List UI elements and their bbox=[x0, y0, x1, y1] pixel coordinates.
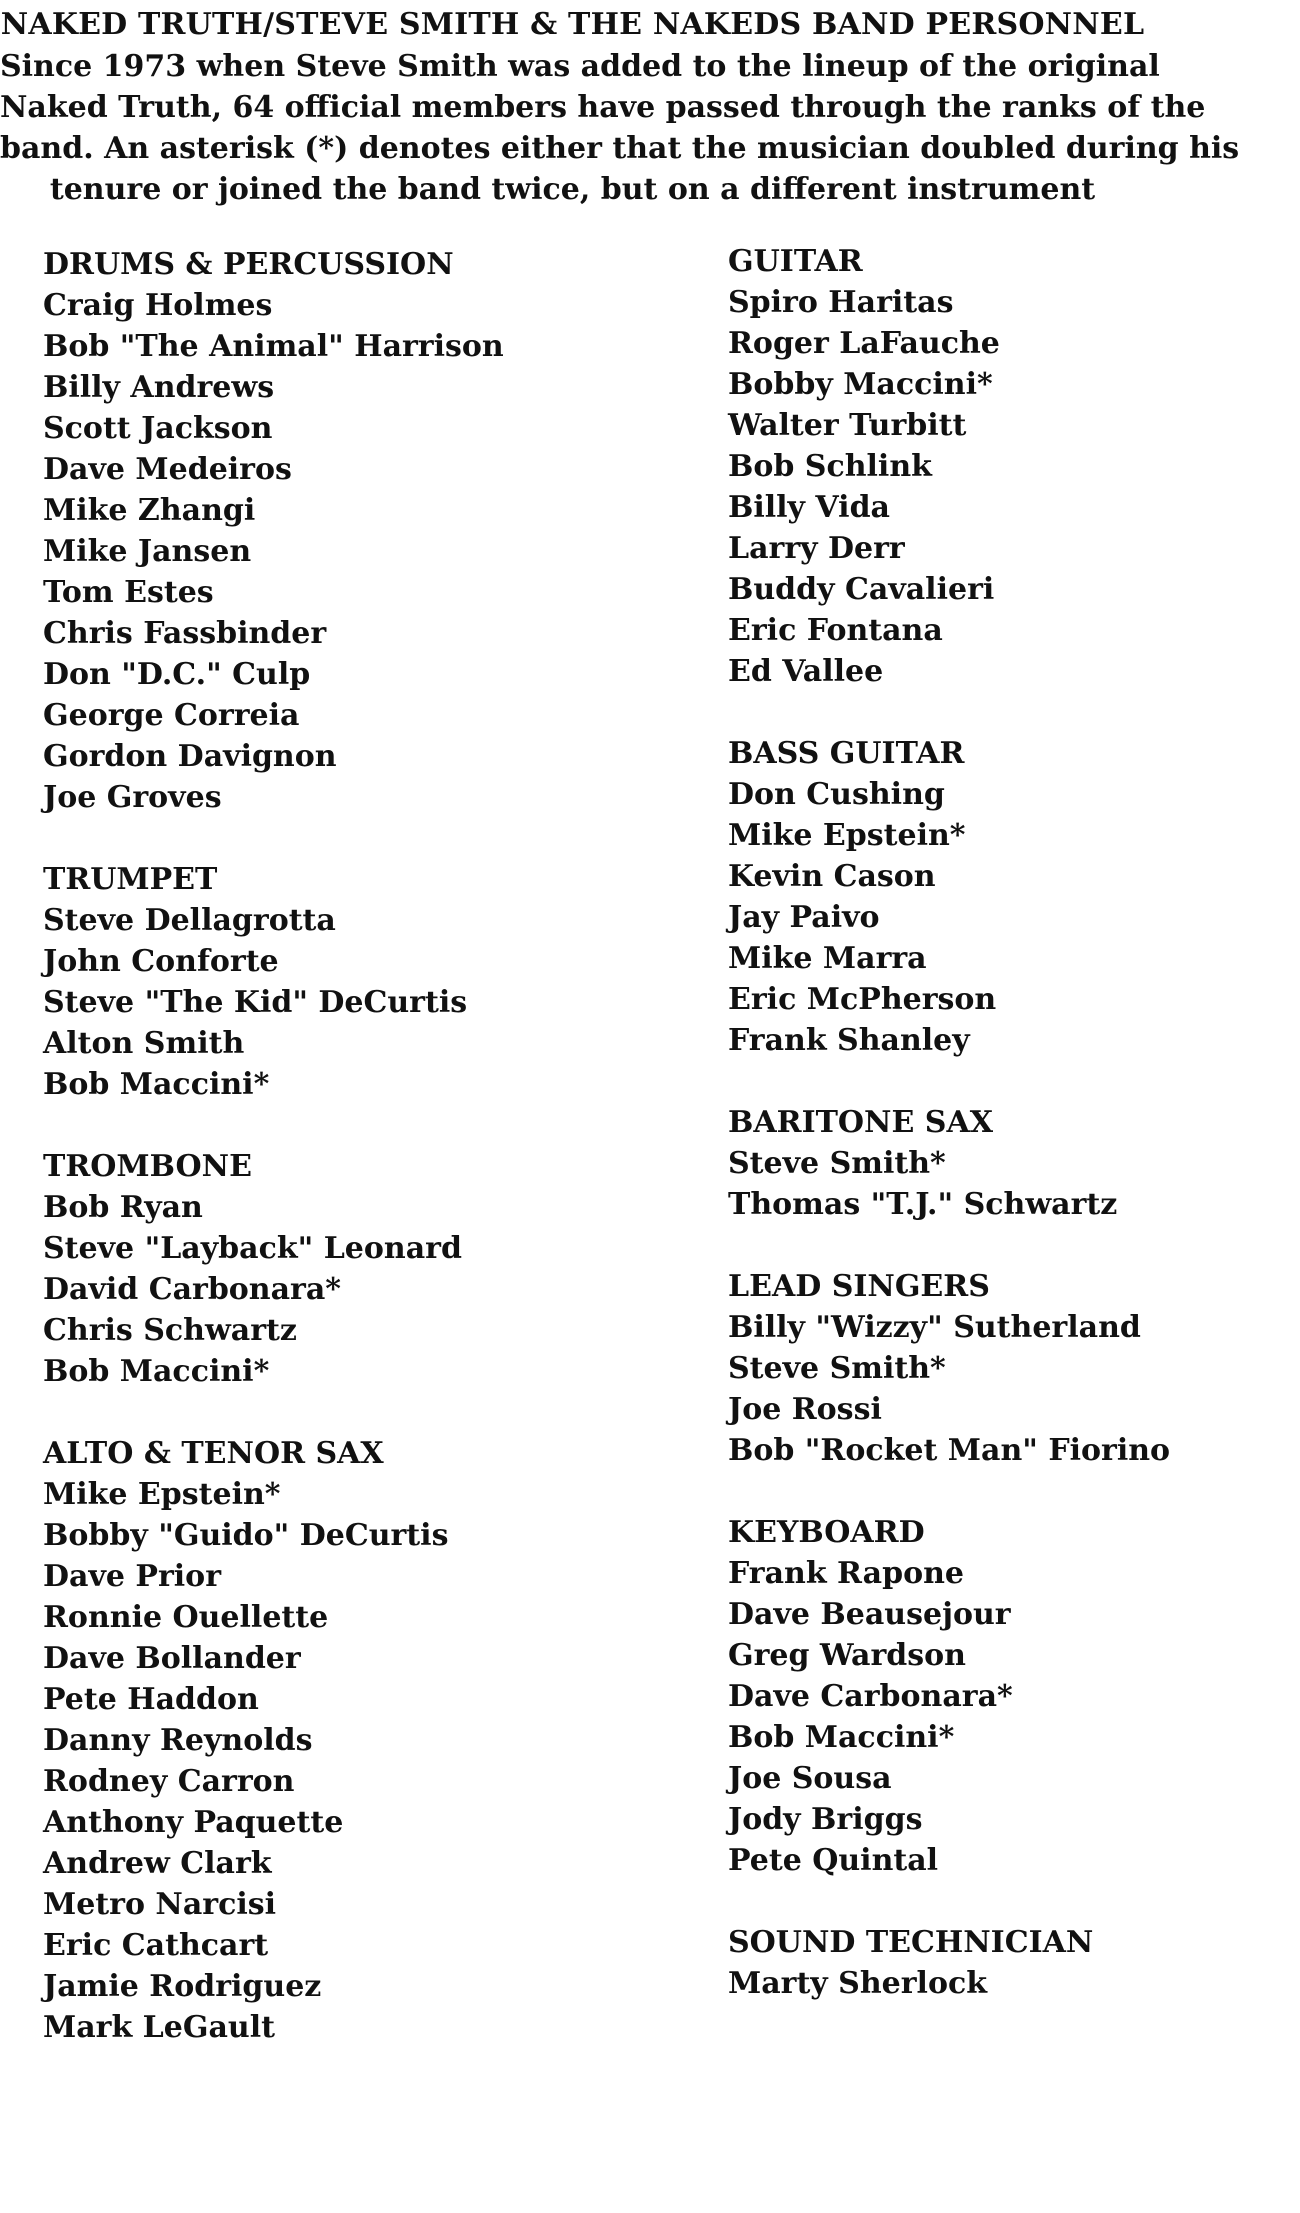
member-name: Billy Andrews bbox=[43, 370, 275, 405]
intro-line: tenure or joined the band twice, but on a different instrument bbox=[49, 172, 1096, 207]
section-alto-tenor-sax bbox=[43, 1433, 683, 2048]
page-title: NAKED TRUTH/STEVE SMITH & THE NAKEDS BAND PERSONNEL bbox=[0, 7, 1145, 42]
member-name: Roger LaFauche bbox=[728, 326, 1000, 361]
member-name: Chris Schwartz bbox=[43, 1313, 297, 1348]
section-title: LEAD SINGERS bbox=[728, 1269, 990, 1304]
member-name: Bob "The Animal" Harrison bbox=[43, 329, 504, 364]
member-name: Ronnie Ouellette bbox=[43, 1600, 329, 1635]
intro-line: Since 1973 when Steve Smith was added to the lineup of the original bbox=[0, 49, 1160, 84]
section-guitar bbox=[728, 241, 1288, 692]
member-name: Frank Shanley bbox=[728, 1023, 970, 1058]
member-name: Mike Jansen bbox=[43, 534, 252, 569]
member-name: Bob Schlink bbox=[728, 449, 932, 484]
section-bass-guitar bbox=[728, 733, 1288, 1061]
member-name: Rodney Carron bbox=[43, 1764, 295, 1799]
member-name: George Correia bbox=[43, 698, 300, 733]
member-name: Gordon Davignon bbox=[43, 739, 337, 774]
member-name: Chris Fassbinder bbox=[43, 616, 327, 651]
member-name: Jody Briggs bbox=[728, 1802, 923, 1837]
left-column bbox=[43, 244, 683, 2089]
member-name: Walter Turbitt bbox=[728, 408, 967, 443]
member-name: Craig Holmes bbox=[43, 288, 273, 323]
section-trumpet bbox=[43, 859, 683, 1105]
member-name: Mike Epstein* bbox=[43, 1477, 281, 1512]
member-name: Bob Maccini* bbox=[728, 1720, 955, 1755]
member-name: Pete Haddon bbox=[43, 1682, 259, 1717]
section-title: DRUMS & PERCUSSION bbox=[43, 247, 454, 282]
member-name: Steve "The Kid" DeCurtis bbox=[43, 985, 468, 1020]
member-name: Eric Cathcart bbox=[43, 1928, 269, 1963]
intro-line: band. An asterisk (*) denotes either that the musician doubled during his bbox=[0, 131, 1240, 166]
right-column bbox=[728, 241, 1288, 2045]
section-trombone bbox=[43, 1146, 683, 1392]
member-name: Pete Quintal bbox=[728, 1843, 939, 1878]
member-name: David Carbonara* bbox=[43, 1272, 341, 1307]
member-name: Tom Estes bbox=[43, 575, 214, 610]
member-name: Danny Reynolds bbox=[43, 1723, 313, 1758]
section-keyboard bbox=[728, 1512, 1288, 1881]
member-name: Mark LeGault bbox=[43, 2010, 275, 2045]
member-name: Billy Vida bbox=[728, 490, 890, 525]
member-name: Bob Ryan bbox=[43, 1190, 203, 1225]
member-name: Kevin Cason bbox=[728, 859, 936, 894]
member-name: Steve Dellagrotta bbox=[43, 903, 336, 938]
section-drums-percussion bbox=[43, 244, 683, 818]
section-title: GUITAR bbox=[728, 244, 863, 279]
member-name: Steve "Layback" Leonard bbox=[43, 1231, 462, 1266]
member-name: Bobby Maccini* bbox=[728, 367, 993, 402]
member-name: Bobby "Guido" DeCurtis bbox=[43, 1518, 449, 1553]
member-name: Joe Groves bbox=[43, 780, 222, 815]
member-name: Jay Paivo bbox=[728, 900, 880, 935]
section-lead-singers bbox=[728, 1266, 1288, 1471]
member-name: Joe Sousa bbox=[728, 1761, 892, 1796]
member-name: Buddy Cavalieri bbox=[728, 572, 995, 607]
page-header bbox=[0, 4, 1240, 210]
member-name: Greg Wardson bbox=[728, 1638, 966, 1673]
member-name: Bob "Rocket Man" Fiorino bbox=[728, 1433, 1171, 1468]
section-sound-technician bbox=[728, 1922, 1288, 2004]
section-baritone-sax bbox=[728, 1102, 1288, 1225]
member-name: Don Cushing bbox=[728, 777, 945, 812]
member-name: Ed Vallee bbox=[728, 654, 884, 689]
member-name: Steve Smith* bbox=[728, 1351, 946, 1386]
member-name: Dave Bollander bbox=[43, 1641, 301, 1676]
section-title: ALTO & TENOR SAX bbox=[43, 1436, 384, 1471]
section-title: SOUND TECHNICIAN bbox=[728, 1925, 1094, 1960]
member-name: Dave Medeiros bbox=[43, 452, 292, 487]
section-title: TRUMPET bbox=[43, 862, 218, 897]
member-name: Don "D.C." Culp bbox=[43, 657, 311, 692]
member-name: John Conforte bbox=[43, 944, 279, 979]
member-name: Anthony Paquette bbox=[43, 1805, 344, 1840]
member-name: Thomas "T.J." Schwartz bbox=[728, 1187, 1118, 1222]
member-name: Dave Carbonara* bbox=[728, 1679, 1013, 1714]
member-name: Mike Zhangi bbox=[43, 493, 256, 528]
member-name: Larry Derr bbox=[728, 531, 905, 566]
member-name: Alton Smith bbox=[43, 1026, 245, 1061]
member-name: Dave Prior bbox=[43, 1559, 221, 1594]
member-name: Billy "Wizzy" Sutherland bbox=[728, 1310, 1141, 1345]
member-name: Metro Narcisi bbox=[43, 1887, 277, 1922]
member-name: Bob Maccini* bbox=[43, 1067, 270, 1102]
member-name: Jamie Rodriguez bbox=[43, 1969, 322, 2004]
member-name: Mike Marra bbox=[728, 941, 927, 976]
member-name: Spiro Haritas bbox=[728, 285, 954, 320]
member-name: Eric Fontana bbox=[728, 613, 943, 648]
section-title: BASS GUITAR bbox=[728, 736, 965, 771]
section-title: TROMBONE bbox=[43, 1149, 252, 1184]
member-name: Marty Sherlock bbox=[728, 1966, 988, 2001]
member-name: Steve Smith* bbox=[728, 1146, 946, 1181]
section-title: BARITONE SAX bbox=[728, 1105, 994, 1140]
member-name: Andrew Clark bbox=[43, 1846, 272, 1881]
section-title: KEYBOARD bbox=[728, 1515, 925, 1550]
member-name: Scott Jackson bbox=[43, 411, 273, 446]
member-name: Frank Rapone bbox=[728, 1556, 965, 1591]
intro-line: Naked Truth, 64 official members have passed through the ranks of the bbox=[0, 90, 1206, 125]
member-name: Mike Epstein* bbox=[728, 818, 966, 853]
member-name: Eric McPherson bbox=[728, 982, 997, 1017]
member-name: Bob Maccini* bbox=[43, 1354, 270, 1389]
member-name: Dave Beausejour bbox=[728, 1597, 1011, 1632]
member-name: Joe Rossi bbox=[728, 1392, 882, 1427]
